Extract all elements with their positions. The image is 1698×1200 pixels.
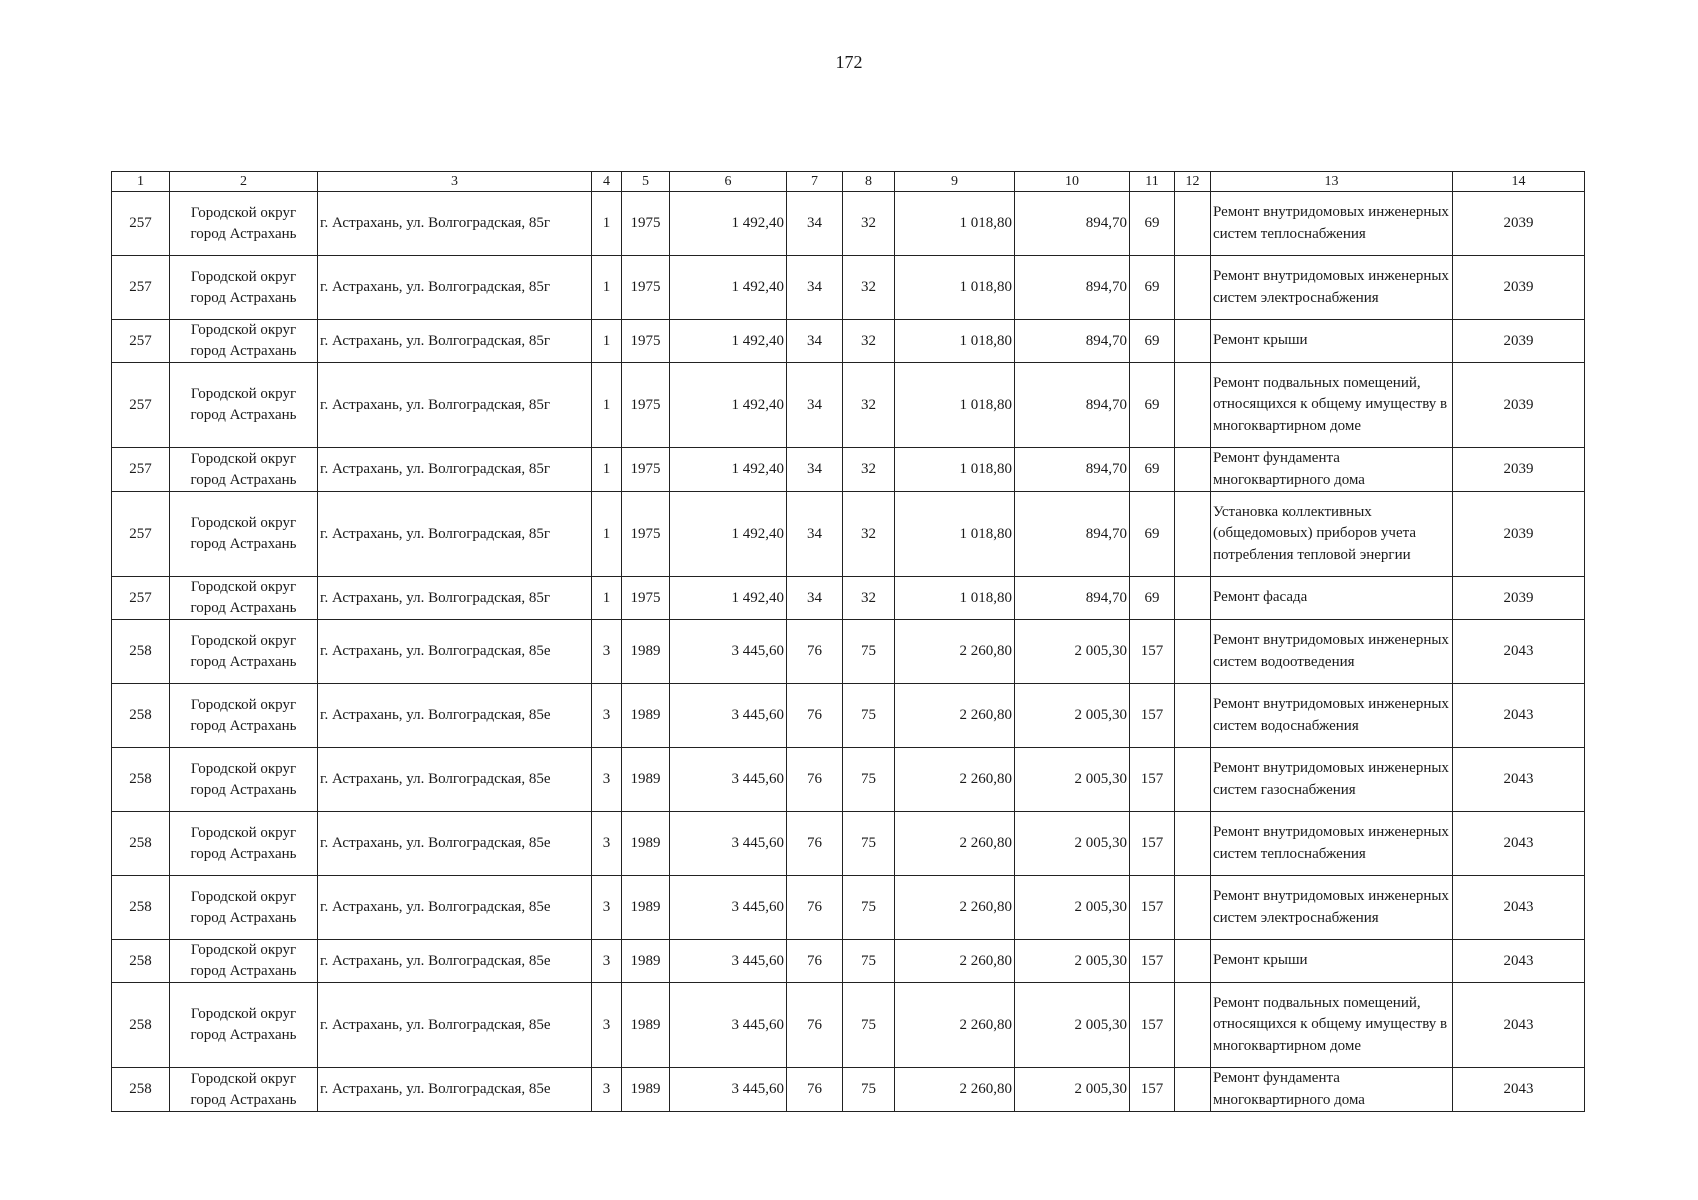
cell-col9: 2 260,80	[895, 940, 1015, 983]
cell-municipality: Городской округ город Астрахань	[170, 492, 318, 577]
cell-col11: 157	[1130, 1068, 1175, 1112]
cell-work-type: Ремонт внутридомовых инженерных систем электроснабжения	[1211, 256, 1453, 320]
table-body	[112, 192, 1585, 1112]
cell-col4: 3	[592, 940, 622, 983]
cell-col12	[1175, 320, 1211, 363]
cell-col12	[1175, 577, 1211, 620]
cell-year: 1975	[622, 448, 670, 492]
cell-col11: 157	[1130, 876, 1175, 940]
column-number-row	[112, 172, 1585, 192]
cell-col10: 2 005,30	[1015, 1068, 1130, 1112]
table-row	[112, 684, 1585, 748]
cell-work-type: Установка коллективных (общедомовых) приборов учета потребления тепловой энергии	[1211, 492, 1453, 577]
cell-work-type: Ремонт внутридомовых инженерных систем газоснабжения	[1211, 748, 1453, 812]
cell-col8: 75	[843, 1068, 895, 1112]
cell-col9: 2 260,80	[895, 620, 1015, 684]
table-row	[112, 620, 1585, 684]
cell-plan-year: 2039	[1453, 320, 1585, 363]
cell-work-type: Ремонт внутридомовых инженерных систем теплоснабжения	[1211, 812, 1453, 876]
cell-col8: 32	[843, 363, 895, 448]
cell-col8: 32	[843, 256, 895, 320]
cell-col9: 2 260,80	[895, 876, 1015, 940]
cell-col7: 76	[787, 748, 843, 812]
column-header: 5	[622, 172, 670, 192]
cell-year: 1989	[622, 684, 670, 748]
cell-col4: 3	[592, 620, 622, 684]
cell-col6: 3 445,60	[670, 983, 787, 1068]
cell-number: 257	[112, 256, 170, 320]
cell-address: г. Астрахань, ул. Волгоградская, 85г	[318, 192, 592, 256]
cell-municipality: Городской округ город Астрахань	[170, 940, 318, 983]
cell-col8: 75	[843, 812, 895, 876]
cell-col12	[1175, 363, 1211, 448]
table-row	[112, 748, 1585, 812]
table-row	[112, 256, 1585, 320]
cell-col8: 75	[843, 876, 895, 940]
cell-col10: 894,70	[1015, 192, 1130, 256]
cell-col10: 2 005,30	[1015, 983, 1130, 1068]
cell-col6: 3 445,60	[670, 1068, 787, 1112]
cell-plan-year: 2039	[1453, 192, 1585, 256]
cell-col7: 76	[787, 1068, 843, 1112]
cell-address: г. Астрахань, ул. Волгоградская, 85е	[318, 748, 592, 812]
cell-col10: 894,70	[1015, 363, 1130, 448]
cell-year: 1989	[622, 876, 670, 940]
cell-col9: 1 018,80	[895, 363, 1015, 448]
cell-address: г. Астрахань, ул. Волгоградская, 85е	[318, 620, 592, 684]
cell-col7: 76	[787, 620, 843, 684]
cell-work-type: Ремонт подвальных помещений, относящихся к общему имуществу в многоквартирном доме	[1211, 983, 1453, 1068]
table-row	[112, 983, 1585, 1068]
cell-col12	[1175, 620, 1211, 684]
cell-plan-year: 2039	[1453, 448, 1585, 492]
cell-work-type: Ремонт внутридомовых инженерных систем водоотведения	[1211, 620, 1453, 684]
cell-col7: 34	[787, 448, 843, 492]
cell-col4: 1	[592, 492, 622, 577]
cell-year: 1989	[622, 940, 670, 983]
cell-plan-year: 2043	[1453, 876, 1585, 940]
cell-col7: 34	[787, 492, 843, 577]
cell-number: 257	[112, 363, 170, 448]
cell-year: 1989	[622, 812, 670, 876]
cell-col10: 894,70	[1015, 577, 1130, 620]
cell-plan-year: 2043	[1453, 940, 1585, 983]
cell-number: 257	[112, 192, 170, 256]
cell-col9: 1 018,80	[895, 192, 1015, 256]
cell-col9: 2 260,80	[895, 684, 1015, 748]
column-header: 2	[170, 172, 318, 192]
cell-col7: 34	[787, 363, 843, 448]
cell-plan-year: 2043	[1453, 684, 1585, 748]
cell-col6: 1 492,40	[670, 256, 787, 320]
cell-col9: 1 018,80	[895, 256, 1015, 320]
cell-col8: 75	[843, 620, 895, 684]
cell-col11: 69	[1130, 192, 1175, 256]
table-row	[112, 448, 1585, 492]
cell-municipality: Городской округ город Астрахань	[170, 256, 318, 320]
table-row	[112, 1068, 1585, 1112]
cell-year: 1975	[622, 192, 670, 256]
cell-number: 257	[112, 448, 170, 492]
cell-col11: 157	[1130, 940, 1175, 983]
cell-col11: 157	[1130, 812, 1175, 876]
column-header: 6	[670, 172, 787, 192]
cell-col7: 76	[787, 812, 843, 876]
cell-work-type: Ремонт фундамента многоквартирного дома	[1211, 448, 1453, 492]
cell-col9: 1 018,80	[895, 577, 1015, 620]
cell-municipality: Городской округ город Астрахань	[170, 320, 318, 363]
cell-col10: 2 005,30	[1015, 940, 1130, 983]
cell-number: 257	[112, 492, 170, 577]
cell-col4: 1	[592, 363, 622, 448]
table-row	[112, 940, 1585, 983]
page-number: 172	[835, 52, 863, 72]
cell-municipality: Городской округ город Астрахань	[170, 812, 318, 876]
cell-number: 258	[112, 684, 170, 748]
cell-address: г. Астрахань, ул. Волгоградская, 85г	[318, 492, 592, 577]
cell-col7: 76	[787, 940, 843, 983]
cell-col6: 1 492,40	[670, 448, 787, 492]
cell-municipality: Городской округ город Астрахань	[170, 363, 318, 448]
cell-col6: 3 445,60	[670, 620, 787, 684]
cell-col7: 34	[787, 320, 843, 363]
cell-address: г. Астрахань, ул. Волгоградская, 85е	[318, 1068, 592, 1112]
cell-address: г. Астрахань, ул. Волгоградская, 85г	[318, 320, 592, 363]
cell-municipality: Городской округ город Астрахань	[170, 577, 318, 620]
cell-col4: 3	[592, 748, 622, 812]
cell-col7: 76	[787, 684, 843, 748]
cell-col9: 1 018,80	[895, 448, 1015, 492]
cell-plan-year: 2039	[1453, 363, 1585, 448]
cell-col9: 1 018,80	[895, 320, 1015, 363]
cell-year: 1989	[622, 983, 670, 1068]
table-row	[112, 192, 1585, 256]
cell-year: 1975	[622, 577, 670, 620]
cell-col12	[1175, 876, 1211, 940]
cell-year: 1975	[622, 363, 670, 448]
cell-col4: 1	[592, 256, 622, 320]
cell-col10: 894,70	[1015, 256, 1130, 320]
cell-address: г. Астрахань, ул. Волгоградская, 85г	[318, 363, 592, 448]
cell-col4: 3	[592, 876, 622, 940]
cell-col6: 3 445,60	[670, 812, 787, 876]
cell-col6: 3 445,60	[670, 940, 787, 983]
cell-number: 257	[112, 320, 170, 363]
cell-col11: 69	[1130, 320, 1175, 363]
cell-work-type: Ремонт фасада	[1211, 577, 1453, 620]
cell-plan-year: 2043	[1453, 748, 1585, 812]
cell-col8: 75	[843, 983, 895, 1068]
cell-col10: 2 005,30	[1015, 748, 1130, 812]
cell-address: г. Астрахань, ул. Волгоградская, 85е	[318, 983, 592, 1068]
cell-work-type: Ремонт крыши	[1211, 940, 1453, 983]
cell-col12	[1175, 448, 1211, 492]
cell-col11: 157	[1130, 620, 1175, 684]
cell-col6: 1 492,40	[670, 577, 787, 620]
table-row	[112, 363, 1585, 448]
cell-col11: 69	[1130, 492, 1175, 577]
column-header: 11	[1130, 172, 1175, 192]
cell-address: г. Астрахань, ул. Волгоградская, 85г	[318, 448, 592, 492]
cell-number: 258	[112, 748, 170, 812]
cell-plan-year: 2043	[1453, 983, 1585, 1068]
cell-col4: 3	[592, 1068, 622, 1112]
cell-col8: 75	[843, 684, 895, 748]
table-row	[112, 320, 1585, 363]
cell-work-type: Ремонт фундамента многоквартирного дома	[1211, 1068, 1453, 1112]
column-header: 13	[1211, 172, 1453, 192]
cell-col12	[1175, 940, 1211, 983]
cell-col10: 894,70	[1015, 448, 1130, 492]
cell-col12	[1175, 983, 1211, 1068]
cell-municipality: Городской округ город Астрахань	[170, 748, 318, 812]
cell-col9: 1 018,80	[895, 492, 1015, 577]
cell-col10: 2 005,30	[1015, 812, 1130, 876]
cell-col11: 157	[1130, 748, 1175, 812]
cell-work-type: Ремонт крыши	[1211, 320, 1453, 363]
cell-municipality: Городской округ город Астрахань	[170, 620, 318, 684]
cell-col7: 34	[787, 256, 843, 320]
table-row	[112, 812, 1585, 876]
cell-col4: 1	[592, 320, 622, 363]
column-header: 12	[1175, 172, 1211, 192]
cell-col9: 2 260,80	[895, 983, 1015, 1068]
cell-municipality: Городской округ город Астрахань	[170, 448, 318, 492]
cell-col10: 894,70	[1015, 492, 1130, 577]
cell-col6: 3 445,60	[670, 684, 787, 748]
cell-work-type: Ремонт внутридомовых инженерных систем электроснабжения	[1211, 876, 1453, 940]
cell-col8: 32	[843, 192, 895, 256]
cell-work-type: Ремонт внутридомовых инженерных систем водоснабжения	[1211, 684, 1453, 748]
cell-col4: 1	[592, 448, 622, 492]
cell-col6: 3 445,60	[670, 876, 787, 940]
cell-year: 1989	[622, 748, 670, 812]
column-header: 8	[843, 172, 895, 192]
cell-plan-year: 2043	[1453, 812, 1585, 876]
cell-col10: 2 005,30	[1015, 620, 1130, 684]
cell-col4: 3	[592, 983, 622, 1068]
cell-work-type: Ремонт внутридомовых инженерных систем теплоснабжения	[1211, 192, 1453, 256]
cell-col10: 894,70	[1015, 320, 1130, 363]
cell-plan-year: 2043	[1453, 620, 1585, 684]
cell-col8: 32	[843, 492, 895, 577]
cell-plan-year: 2039	[1453, 577, 1585, 620]
column-header: 1	[112, 172, 170, 192]
cell-col4: 1	[592, 192, 622, 256]
cell-col6: 3 445,60	[670, 748, 787, 812]
cell-col7: 76	[787, 983, 843, 1068]
column-header: 10	[1015, 172, 1130, 192]
cell-col11: 69	[1130, 448, 1175, 492]
cell-col7: 76	[787, 876, 843, 940]
cell-year: 1975	[622, 492, 670, 577]
cell-municipality: Городской округ город Астрахань	[170, 192, 318, 256]
cell-address: г. Астрахань, ул. Волгоградская, 85е	[318, 684, 592, 748]
cell-col6: 1 492,40	[670, 363, 787, 448]
cell-col7: 34	[787, 192, 843, 256]
cell-address: г. Астрахань, ул. Волгоградская, 85е	[318, 876, 592, 940]
column-header: 9	[895, 172, 1015, 192]
cell-col8: 32	[843, 577, 895, 620]
cell-municipality: Городской округ город Астрахань	[170, 684, 318, 748]
cell-col4: 3	[592, 812, 622, 876]
cell-municipality: Городской округ город Астрахань	[170, 983, 318, 1068]
table-row	[112, 492, 1585, 577]
cell-number: 258	[112, 620, 170, 684]
cell-col12	[1175, 192, 1211, 256]
cell-municipality: Городской округ город Астрахань	[170, 1068, 318, 1112]
cell-col10: 2 005,30	[1015, 684, 1130, 748]
table-row	[112, 577, 1585, 620]
cell-col10: 2 005,30	[1015, 876, 1130, 940]
cell-municipality: Городской округ город Астрахань	[170, 876, 318, 940]
cell-col12	[1175, 812, 1211, 876]
cell-col9: 2 260,80	[895, 1068, 1015, 1112]
cell-col6: 1 492,40	[670, 192, 787, 256]
cell-col12	[1175, 1068, 1211, 1112]
cell-col12	[1175, 492, 1211, 577]
cell-number: 258	[112, 940, 170, 983]
column-header: 14	[1453, 172, 1585, 192]
cell-year: 1989	[622, 620, 670, 684]
column-header: 4	[592, 172, 622, 192]
cell-plan-year: 2039	[1453, 256, 1585, 320]
cell-number: 258	[112, 983, 170, 1068]
cell-col7: 34	[787, 577, 843, 620]
cell-col11: 69	[1130, 256, 1175, 320]
cell-number: 257	[112, 577, 170, 620]
cell-address: г. Астрахань, ул. Волгоградская, 85г	[318, 256, 592, 320]
cell-col4: 3	[592, 684, 622, 748]
column-header: 3	[318, 172, 592, 192]
capital-repair-table	[111, 171, 1585, 1112]
cell-col11: 69	[1130, 363, 1175, 448]
cell-address: г. Астрахань, ул. Волгоградская, 85г	[318, 577, 592, 620]
cell-col12	[1175, 256, 1211, 320]
cell-year: 1989	[622, 1068, 670, 1112]
table-row	[112, 876, 1585, 940]
cell-address: г. Астрахань, ул. Волгоградская, 85е	[318, 812, 592, 876]
cell-plan-year: 2043	[1453, 1068, 1585, 1112]
cell-col12	[1175, 684, 1211, 748]
cell-col6: 1 492,40	[670, 320, 787, 363]
cell-col12	[1175, 748, 1211, 812]
cell-work-type: Ремонт подвальных помещений, относящихся к общему имуществу в многоквартирном доме	[1211, 363, 1453, 448]
cell-number: 258	[112, 876, 170, 940]
cell-plan-year: 2039	[1453, 492, 1585, 577]
cell-col11: 157	[1130, 684, 1175, 748]
cell-col9: 2 260,80	[895, 748, 1015, 812]
cell-col11: 69	[1130, 577, 1175, 620]
cell-number: 258	[112, 812, 170, 876]
column-header: 7	[787, 172, 843, 192]
cell-col4: 1	[592, 577, 622, 620]
cell-col8: 75	[843, 940, 895, 983]
cell-col11: 157	[1130, 983, 1175, 1068]
cell-number: 258	[112, 1068, 170, 1112]
cell-col8: 75	[843, 748, 895, 812]
cell-year: 1975	[622, 256, 670, 320]
cell-col8: 32	[843, 320, 895, 363]
cell-address: г. Астрахань, ул. Волгоградская, 85е	[318, 940, 592, 983]
cell-col6: 1 492,40	[670, 492, 787, 577]
cell-col9: 2 260,80	[895, 812, 1015, 876]
cell-year: 1975	[622, 320, 670, 363]
cell-col8: 32	[843, 448, 895, 492]
